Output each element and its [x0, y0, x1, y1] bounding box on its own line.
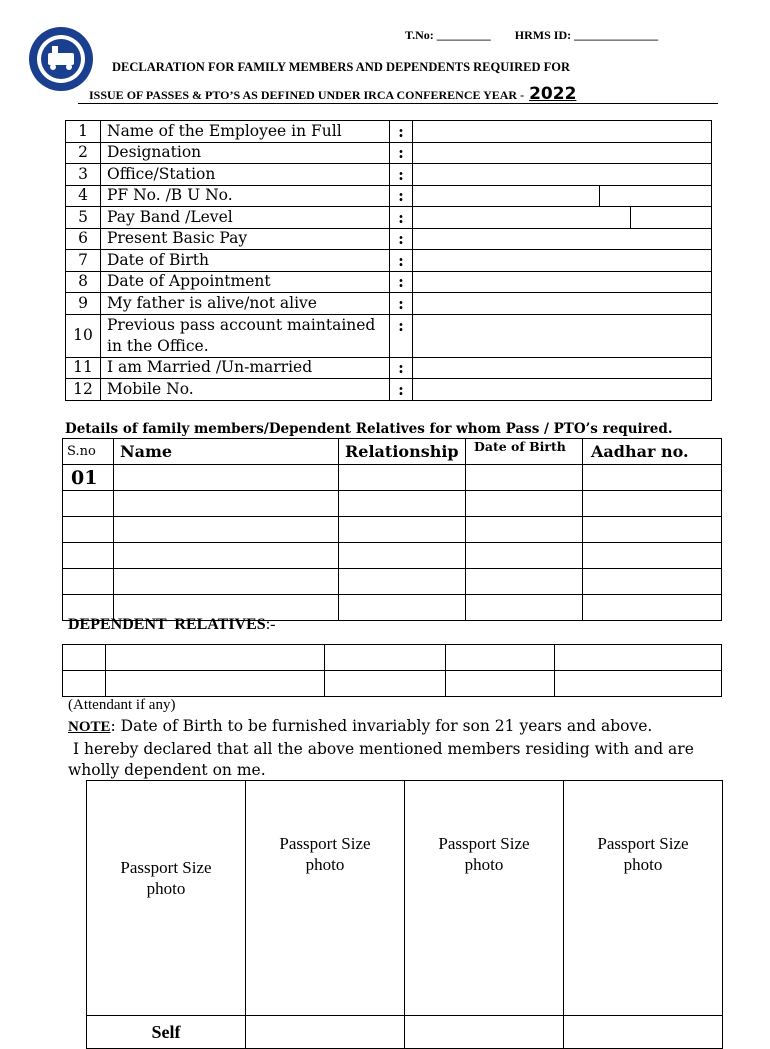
field-number: 10 [66, 314, 101, 357]
field-value[interactable] [413, 121, 712, 143]
family-cell[interactable] [339, 491, 466, 517]
conference-year: 2022 [529, 84, 577, 104]
field-label: I am Married /Un-married [101, 357, 390, 379]
title-line-2 [89, 84, 576, 104]
field-value-divider [630, 207, 631, 228]
field-row [66, 228, 712, 250]
field-value[interactable] [413, 228, 712, 250]
family-cell[interactable] [466, 569, 583, 595]
field-row [66, 185, 712, 207]
field-number: 7 [66, 250, 101, 272]
family-cell[interactable] [583, 595, 722, 621]
field-colon: : [390, 121, 413, 143]
family-cell[interactable] [114, 543, 339, 569]
field-colon: : [390, 142, 413, 164]
dependent-cell[interactable] [106, 671, 325, 697]
field-value[interactable] [413, 164, 712, 186]
field-label: Date of Appointment [101, 271, 390, 293]
dependent-cell[interactable] [555, 645, 722, 671]
photo-caption-cell[interactable] [405, 1016, 564, 1049]
family-header-row [63, 439, 722, 465]
family-cell[interactable] [339, 517, 466, 543]
field-label: Previous pass account maintained in the Office. [101, 314, 390, 357]
header-rule [78, 103, 718, 104]
photo-caption-cell[interactable] [246, 1016, 405, 1049]
family-cell[interactable] [583, 517, 722, 543]
field-colon: : [390, 164, 413, 186]
attendant-note: (Attendant if any) [68, 697, 176, 713]
field-value[interactable] [413, 314, 712, 357]
family-cell[interactable] [339, 543, 466, 569]
header-sno: S.no [63, 439, 114, 465]
dependent-cell[interactable] [106, 645, 325, 671]
field-number: 5 [66, 207, 101, 229]
dependent-relatives-suffix: :- [265, 616, 276, 633]
header-dob: Date of Birth [466, 439, 583, 465]
field-value[interactable] [413, 250, 712, 272]
family-cell[interactable] [114, 569, 339, 595]
field-number: 9 [66, 293, 101, 315]
field-number: 8 [66, 271, 101, 293]
field-value-divider [599, 186, 600, 207]
field-label: Present Basic Pay [101, 228, 390, 250]
field-colon: : [390, 314, 413, 357]
field-colon: : [390, 293, 413, 315]
photo-cell[interactable] [564, 781, 723, 1016]
photo-placeholder: Passport Size photo [438, 834, 530, 874]
field-row [66, 121, 712, 143]
field-number: 3 [66, 164, 101, 186]
family-cell[interactable] [63, 517, 114, 543]
family-cell[interactable] [339, 465, 466, 491]
family-cell[interactable] [466, 543, 583, 569]
field-label: PF No. /B U No. [101, 185, 390, 207]
family-row [63, 491, 722, 517]
field-colon: : [390, 207, 413, 229]
dob-note [68, 717, 652, 736]
field-label: Name of the Employee in Full [101, 121, 390, 143]
field-value[interactable] [413, 142, 712, 164]
field-row [66, 293, 712, 315]
photo-cell[interactable] [246, 781, 405, 1016]
note-label: NOTE [68, 719, 111, 735]
family-cell[interactable] [63, 491, 114, 517]
dependent-cell[interactable] [446, 671, 555, 697]
field-label: Date of Birth [101, 250, 390, 272]
field-row [66, 207, 712, 229]
family-cell[interactable] [63, 569, 114, 595]
field-colon: : [390, 379, 413, 401]
title-line-1: DECLARATION FOR FAMILY MEMBERS AND DEPENDENTS REQUIRED FOR [112, 60, 571, 74]
declaration-text: I hereby declared that all the above mentioned members residing with and are wholly dependent on me. [68, 740, 699, 779]
family-row [63, 465, 722, 491]
dependent-row [63, 645, 722, 671]
photo-placeholder: Passport Size photo [279, 834, 371, 874]
field-value[interactable] [413, 357, 712, 379]
photo-placeholder: Passport Size photo [597, 834, 689, 874]
dependent-cell[interactable] [555, 671, 722, 697]
photo-placeholder: Passport Size photo [120, 858, 212, 898]
field-row [66, 357, 712, 379]
field-row [66, 271, 712, 293]
family-caption: Details of family members/Dependent Relatives for whom Pass / PTO’s required. [65, 421, 673, 437]
dependent-relatives-label: DEPENDENT RELATIVES [68, 616, 266, 633]
photo-cell-self[interactable] [87, 781, 246, 1016]
dependent-cell[interactable] [325, 645, 446, 671]
family-cell[interactable] [114, 465, 339, 491]
dependent-row [63, 671, 722, 697]
family-cell[interactable] [114, 517, 339, 543]
field-number: 12 [66, 379, 101, 401]
family-cell[interactable] [63, 543, 114, 569]
photo-row [87, 781, 723, 1016]
t-no-label: T.No: _________ [405, 28, 491, 42]
family-cell[interactable] [583, 543, 722, 569]
field-label: My father is alive/not alive [101, 293, 390, 315]
field-value[interactable] [413, 379, 712, 401]
field-label: Mobile No. [101, 379, 390, 401]
field-number: 6 [66, 228, 101, 250]
field-number: 11 [66, 357, 101, 379]
field-colon: : [390, 357, 413, 379]
family-cell[interactable] [466, 491, 583, 517]
note-text: : Date of Birth to be furnished invariably for son 21 years and above. [110, 717, 653, 735]
family-row [63, 543, 722, 569]
employee-details-table [65, 120, 712, 401]
hrms-id-label: HRMS ID: ______________ [514, 28, 659, 42]
field-value[interactable] [413, 271, 712, 293]
field-number: 4 [66, 185, 101, 207]
family-cell[interactable] [583, 465, 722, 491]
field-colon: : [390, 228, 413, 250]
photo-caption-row [87, 1016, 723, 1049]
family-row [63, 569, 722, 595]
photo-cell[interactable] [405, 781, 564, 1016]
dependent-relatives-table [62, 644, 722, 697]
field-value[interactable] [413, 207, 712, 229]
photo-caption-cell[interactable] [564, 1016, 723, 1049]
header-name: Name [114, 439, 339, 465]
field-row [66, 314, 712, 357]
family-cell[interactable] [339, 569, 466, 595]
family-row-sno: 01 [63, 465, 114, 491]
dependent-cell[interactable] [63, 671, 106, 697]
self-label: Self [87, 1016, 246, 1049]
family-cell[interactable] [583, 491, 722, 517]
field-number: 2 [66, 142, 101, 164]
field-row [66, 142, 712, 164]
dependent-cell[interactable] [446, 645, 555, 671]
dependent-cell[interactable] [63, 645, 106, 671]
field-value[interactable] [413, 293, 712, 315]
indian-railways-logo [28, 26, 94, 92]
family-cell[interactable] [583, 569, 722, 595]
family-cell[interactable] [114, 491, 339, 517]
header-relationship: Relationship [339, 439, 466, 465]
family-members-table [62, 438, 722, 621]
family-cell[interactable] [466, 465, 583, 491]
dependent-cell[interactable] [325, 671, 446, 697]
field-row [66, 379, 712, 401]
header-aadhar: Aadhar no. [583, 439, 722, 465]
family-row [63, 517, 722, 543]
field-label: Pay Band /Level [101, 207, 390, 229]
field-row [66, 250, 712, 272]
field-number: 1 [66, 121, 101, 143]
title-line-2-text: ISSUE OF PASSES & PTO’S AS DEFINED UNDER IRCA CONFERENCE YEAR - [89, 88, 525, 102]
family-cell[interactable] [466, 517, 583, 543]
field-colon: : [390, 185, 413, 207]
passport-photo-table [86, 780, 723, 1049]
field-colon: : [390, 250, 413, 272]
field-value[interactable] [413, 185, 712, 207]
dependent-relatives-heading [68, 616, 275, 634]
field-colon: : [390, 271, 413, 293]
field-row [66, 164, 712, 186]
field-label: Designation [101, 142, 390, 164]
family-cell[interactable] [466, 595, 583, 621]
family-cell[interactable] [339, 595, 466, 621]
field-label: Office/Station [101, 164, 390, 186]
